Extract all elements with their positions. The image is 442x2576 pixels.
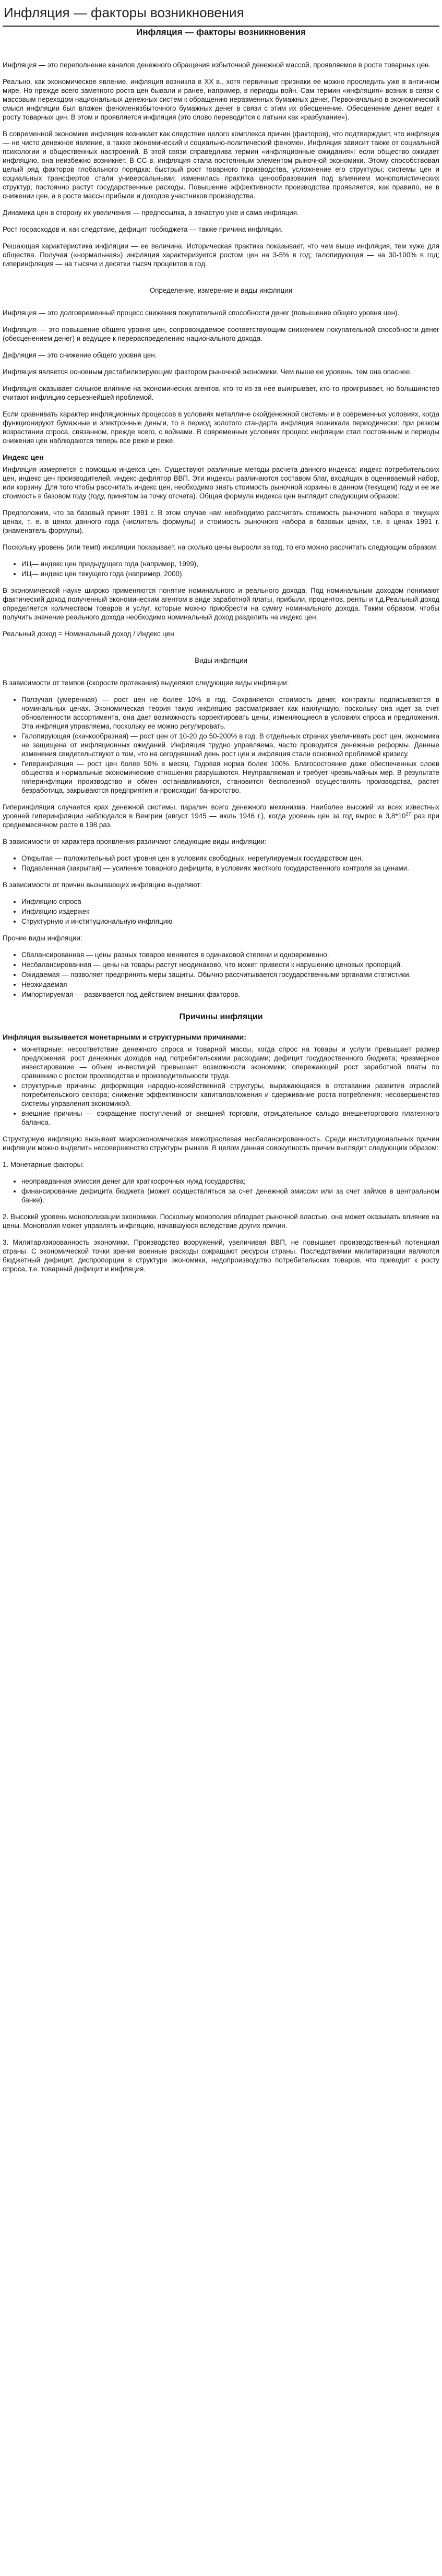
document-heading: Инфляция — факторы возникновения <box>136 27 306 37</box>
monetary-list <box>3 1177 439 1204</box>
paragraph: Инфляция оказывает сильное влияние на экономических агентов, кто-то из-за нее выигрывает, кто-то проигрывает, но большинство считают инфляцию серьезнейшей проблемой. <box>3 385 439 401</box>
paragraph: 2. Высокий уровень монополизации экономики. Поскольку монополия обладает рыночной властью, она может оказывать влияние на цены. Монополия может управлять инфляцию, начавшуюся вследствие других причин. <box>3 1213 439 1230</box>
list-item: • Структурную и институциональную инфляцию <box>21 917 439 926</box>
list-item: • Инфляцию издержек <box>21 907 439 916</box>
list-item: • Подавленная (закрытая) — усиление товарного дефицита, в условиях жесткого государственного контроля за ценами. <box>21 864 439 873</box>
section-heading-causes: Причины инфляции <box>179 1012 263 1021</box>
paragraph: 3. Милитаризированность экономики. Производство вооружений, увеличивая ВВП, не повышает производственный потенциал страны. С экономической точки зрения военные расходы сокращают ресурсы страны. Последствиями милитаризации являются бюджетный дефицит, диспропорции в структуре экономики, недопроизводство потребительских товаров, что приводит к росту спроса, т.е. товарный дефицит и инфляция. <box>3 1238 439 1273</box>
list-item: • монетарные: несоответствие денежного спроса и товарной массы, когда спрос на товары и услуги превышает размер предложения; рост денежных доходов над потребительскими расходами; дефицит государственного бюджета; чрезмерное инвестирование — объем инвестиций превышает возможности экономики; опережающий рост заработной платы по сравнению с ростом производства и производительности труда. <box>21 1045 439 1080</box>
other-types-list <box>3 950 439 999</box>
hyper-tail: раз при среднемесячном росте в 198 раз. <box>3 812 439 829</box>
paragraph: Динамика цен в сторону их увеличения — предпосылка, а зачастую уже и сама инфляция. <box>3 209 299 217</box>
list-item: • финансирование дефицита бюджета (может осуществляться за счет денежной эмиссии или за счет займов в центральном банке). <box>21 1187 439 1204</box>
price-index-heading: Индекс цен <box>3 453 44 461</box>
formula-list <box>3 559 439 578</box>
list-item: • Открытая — положительный рост уровня цен в условиях свободных, нерегулируемых государством цен. <box>21 854 439 863</box>
list-item: • Ожидаемая — позволяет предпринять меры защиты. Обычно рассчитывается государственными органами статистики. <box>21 970 439 979</box>
paragraph: Предположим, что за базовый принят 1991 г. В этом случае нам необходимо рассчитать стоимость рыночного набора в текущих ценах, т. е. в ценах данного года (числитель формулы) и стоимость рыночного набора в базовых ценах, т.е. в ценах 1991 г. (знаменатель формулы). <box>3 509 439 534</box>
list-item: • Галопирующая (скачкообразная) — рост цен от 10-20 до 50-200% в год. В отдельных странах увеличивать рост цен, экономика не защищена от инфляционных ожиданий. Инфляция трудно управляема, часто проводится денежные реформы. Данные изменения свидетельствуют о том, что на сегодняшний день рост цен и инфляция стали основной проблемой кризису. <box>21 732 439 758</box>
hyper-exponent: 27 <box>405 811 411 817</box>
paragraph: Поскольку уровень (или темп) инфляции показывает, на сколько цены выросли за год, то его можно рассчитать следующим образом: <box>3 543 438 551</box>
paragraph: В современной экономике инфляция возникает как следствие целого комплекса причин (факторов), что подтверждает, что инфляция — не чисто денежное явление, а также экономический и социально-политический феномен. Инфляция зависит также от социальной психологии и общественных настроений. В этой связи справедлива термин «инфляционные ожидания»: если общество ожидает инфляцию, она неизбежно возникнет. В СС в. инфляция стала постоянным элементом рыночной экономики. Этому способствовал целый ряд факторов глобального порядка: быстрый рост товарного производства, усложнение его структуры; системы цен и социальных трансфертов стали универсальными; изменилась практика ценообразования под влиянием монополистических структур; постоянно растут государственные расходы. Повышение эффективности производства проявляется, как правило, не в снижении цен, а в росте массы прибыли и доходов участников производства. <box>3 130 439 200</box>
paragraph: Рост госрасходов и, как следствие, дефицит госбюджета — также причина инфляции. <box>3 225 283 233</box>
causes-type-list <box>3 897 439 926</box>
list-item: • неоправданная эмиссия денег для краткосрочных нужд государства; <box>21 1177 439 1186</box>
causes-list <box>3 1045 439 1127</box>
paragraph: Инфляция — это повышение общего уровня цен, сопровождаемое соответствующим снижением покупательной способности денег (обесценением денег) и ведущее к перераспределению национального дохода. <box>3 326 439 342</box>
paragraph: В зависимости от причин вызывающих инфляцию выделяют: <box>3 881 202 889</box>
paragraph <box>3 803 439 829</box>
paragraph: Структурную инфляцию вызывает макроэкономическая межотраслевая несбалансированность. Среди институциональных причин инфляции можно выделить несовершенство структуры рынков. В целом данная совокупность причин выглядит следующим образом: <box>3 1135 439 1152</box>
list-item: • Ползучая (умеренная) — рост цен не более 10% в год. Сохраняется стоимость денег, контракты подписываются в номинальных ценах. Экономическая теория такую инфляцию рассматривает как наилучшую, поскольку она идет за счет обновленности ассортимента, она дает возможность корректировать цены, изменяющиеся в условиях спроса и предложения. Эта инфляция управляема, поскольку ее можно регулировать. <box>21 695 439 731</box>
list-item: • Сбалансированная — цены разных товаров меняются в одинаковой степени и одновременно. <box>21 950 439 959</box>
paragraph: Решающая характеристика инфляции — ее величина. Историческая практика показывает, что чем выше инфляция, тем хуже для общества. Получая («нормальная») инфляция характеризуется ростом цен на 3-5% в год; галопирующая — на 30-100% в год; гиперинфляция — на тысячи и десятки тысяч процентов в год. <box>3 242 439 268</box>
list-item: • Импортируемая — развивается под действием внешних факторов. <box>21 990 439 999</box>
list-item: • Инфляцию спроса <box>21 897 439 906</box>
paragraph: Дефляция — это снижение общего уровня цен. <box>3 351 157 359</box>
list-item: • Несбалансированная — цены на товары растут неодинаково, что может привести к нарушению ценовых пропорций. <box>21 960 439 969</box>
paragraph: Инфляция является основным дестабилизирующим фактором рыночной экономики. Чем выше ее уровень, тем она опаснее. <box>3 368 412 376</box>
paragraph: Инфляция измеряется с помощью индекса цен. Существуют различные методы расчета данного индекса: индекс потребительских цен, индекс цен производителей, индекс-дефлятор ВВП. Эти индексы различаются составом благ, входящих в оцениваемый набор, или корзину. Для того чтобы рассчитать индекс цен, необходимо знать стоимость рыночной корзины в данном (текущем) году и ее же стоимость в базовом году (году, принятом за точку отсчета). Общая формула индекса цен выглядит следующим образом: <box>3 466 439 500</box>
paragraph: Прочие виды инфляции: <box>3 934 82 942</box>
list-item: • ИЦ— индекс цен текущего года (например, 2000). <box>21 569 439 578</box>
manifest-list <box>3 854 439 873</box>
paragraph: 1. Монетарные факторы: <box>3 1161 84 1168</box>
paragraph: В экономической науке широко применяются понятие номинального и реального дохода. Под номинальным доходом понимают фактический доход полученный экономическим агентом в виде заработной платы, прибыли, процентов, ренты и т.д.Реальный доход определяется количеством товаров и услуг, которые можно приобрести на сумму номинального дохода. Таким образом, чтобы получить значение реального дохода необходимо номинальный доход разделить на индекс цен: <box>3 587 439 621</box>
list-item: • структурные причины: деформация народно-хозяйственной структуры, выражающаяся в отставании развития отраслей потребительского сектора; снижение эффективности капиталовложения и сдерживание роста потребления; несовершенство системы управления экономикой. <box>21 1081 439 1108</box>
paragraph: В зависимости от темпов (скорости протекания) выделяют следующие виды инфляции: <box>3 679 289 687</box>
paragraph: Реально, как экономическое явление, инфляция возникла в XX в., хотя первичные признаки ее можно проследить уже в античном мире. Но прежде всего заметного роста цен бывали и ранее, например, в периоды войн. Сам термин «инфляция» возник в связи с массовым переходом национальных денежных систем к обращению неразменных бумажных денег. Первоначально в экономический смысл инфляции был вложен феноменизбыточного бумажных денег в связи с этим их обесценение. Обесценение денег ведет к росту товарных цен. В этом и проявляется инфляция (это слово переводится с латыни как «разбухание»). <box>3 78 439 121</box>
list-item: • ИЦ— индекс цен предыдущего года (например, 1999), <box>21 559 439 568</box>
hyper-text: Гиперинфляция случается крах денежной системы, паралич всего денежного механизма. Наиболее высокий из всех известных уровней гиперинфляции наблюдался в Венгрии (август 1945 — июль 1946 г.), когда уровень цен за год вырос в 3,8*10 <box>3 803 439 820</box>
list-item: • Неожидаемая <box>21 980 439 989</box>
title-bar <box>3 0 439 27</box>
causes-subheading: Инфляция вызывается монетарными и структурными причинами: <box>3 1033 246 1041</box>
page-title: Инфляция — факторы возникновения <box>4 5 244 20</box>
list-item: • внешние причины — сокращение поступлений от внешней торговли, отрицательное сальдо внешнеторгового платежного баланса. <box>21 1109 439 1127</box>
paragraph: Инфляция — это переполнение каналов денежного обращения избыточной денежной массой, проявляемое в росте товарных цен. <box>3 61 431 69</box>
types-list <box>3 695 439 795</box>
section-heading-types: Виды инфляции <box>195 657 247 664</box>
list-item: • Гиперинфляция — рост цен более 50% в месяц. Годовая норма более 100%. Благосостояние даже обеспеченных слоев общества и нормальные экономические отношения разрушаются. Неуправляемая и требует чрезвычайных мер. В результате гиперинфляции производство и обмен останавливаются, становится бесполезной осуществлять производства, растет безработица, закрываются предприятия и происходит банкротство. <box>21 759 439 795</box>
paragraph: Если сравнивать характер инфляционных процессов в условиях металличе скойденежной системы и в современных условиях, когда функционируют бумажные и электронные деньги, то в период золотого стандарта инфляция возникала периодически: при резком возрастании спроса, связанном, прежде всего, с войнами. В современных условиях процесс инфляции стал постоянным и периоды снижения цен наблюдаются теперь все реже и реже. <box>3 410 439 445</box>
section-heading-measure: Определение, измерение и виды инфляции <box>149 287 293 294</box>
paragraph: В зависимости от характера проявления различают следующие виды инфляции: <box>3 838 267 845</box>
paragraph: Инфляция — это долговременный процесс снижения покупательной способности денег (повышение общего уровня цен). <box>3 309 400 317</box>
paragraph: Реальный доход = Номинальный доход / Индекс цен <box>3 630 174 638</box>
article-content <box>3 28 439 1273</box>
